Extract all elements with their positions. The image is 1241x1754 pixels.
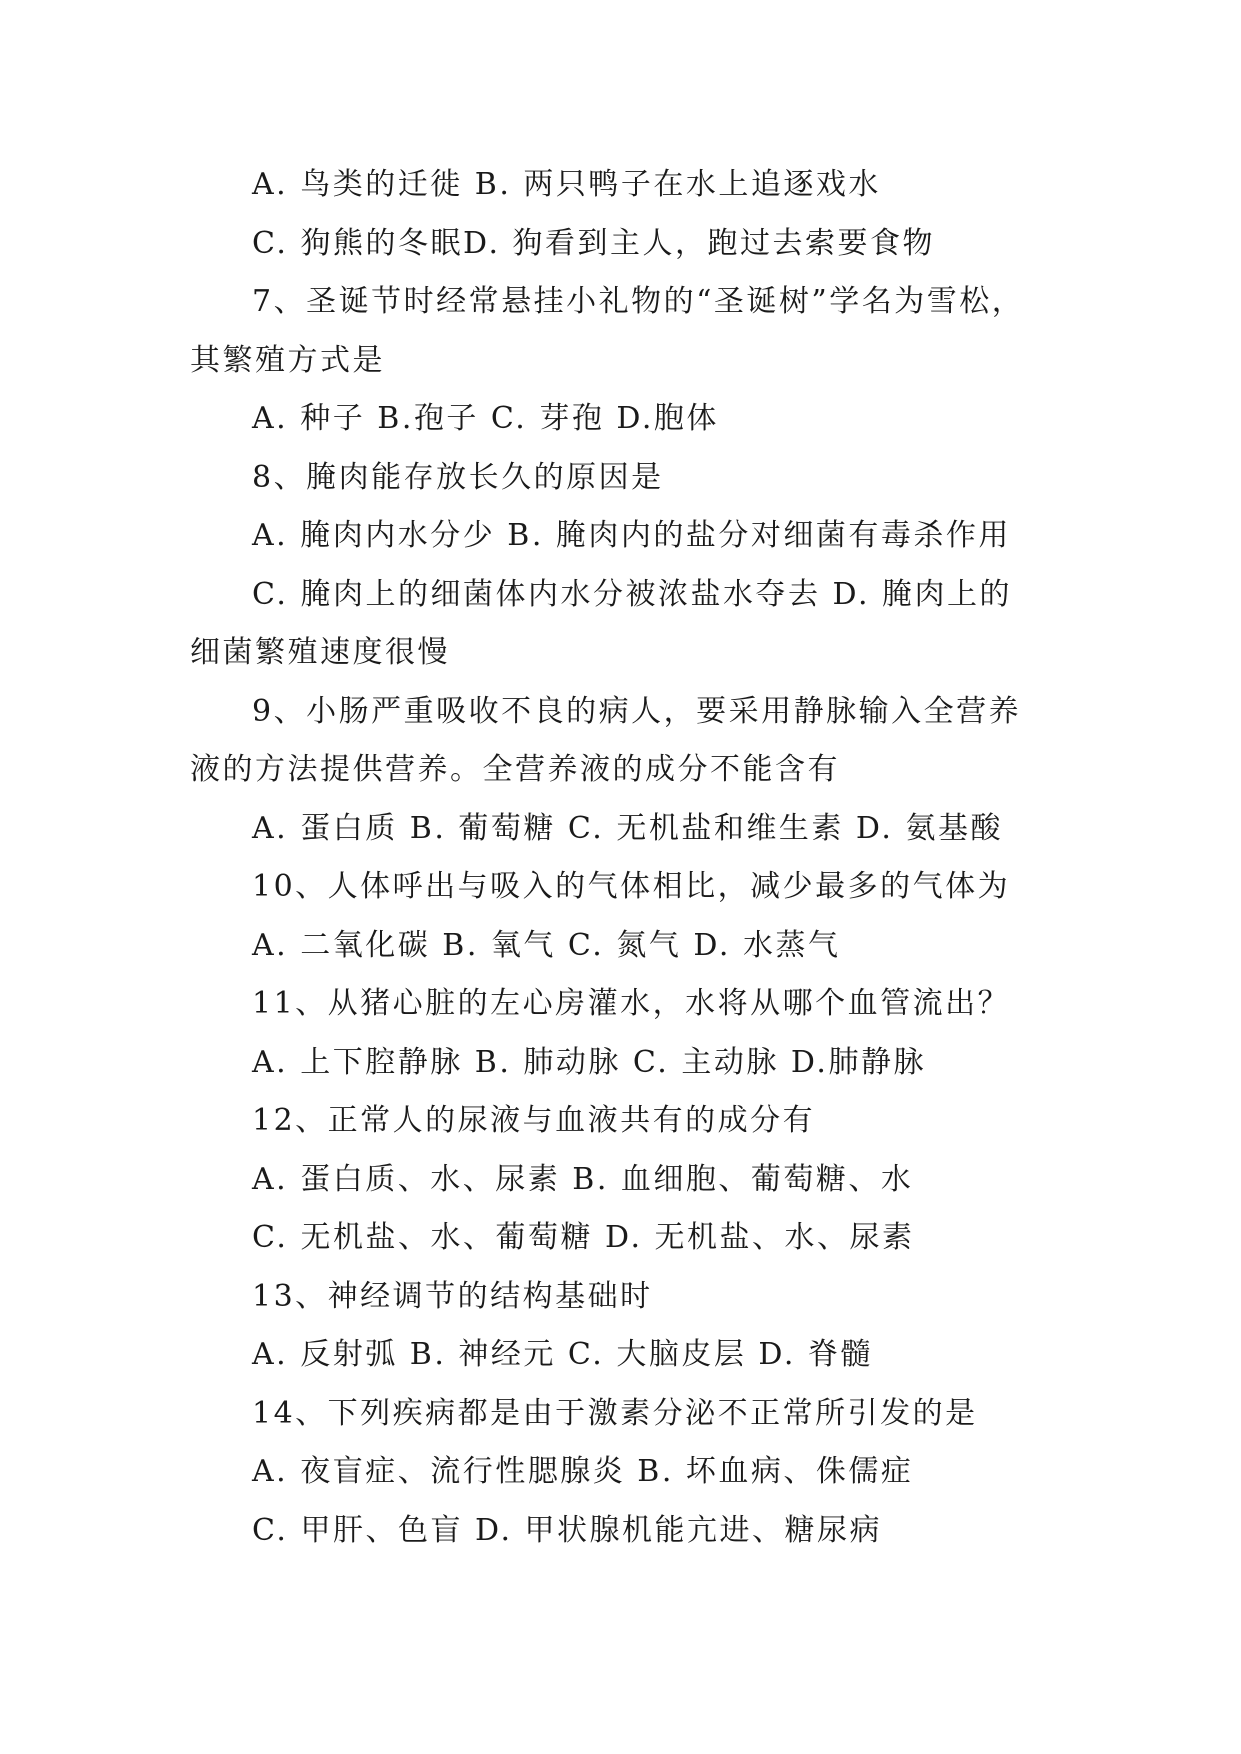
question-line: 14、下列疾病都是由于激素分泌不正常所引发的是 (252, 1395, 978, 1431)
text-line: 细菌繁殖速度很慢 (190, 635, 450, 670)
options-line: A. 上下腔静脉 B. 肺动脉 C. 主动脉 D.肺静脉 (252, 1044, 926, 1080)
options-line: A. 二氧化碳 B. 氧气 C. 氮气 D. 水蒸气 (252, 927, 841, 963)
question-line: 8、腌肉能存放长久的原因是 (252, 459, 664, 495)
text-line: 其繁殖方式是 (190, 342, 385, 378)
question-line: 7、圣诞节时经常悬挂小礼物的“圣诞树”学名为雪松， (252, 284, 1025, 319)
options-line: A. 腌肉内水分少 B. 腌肉内的盐分对细菌有毒杀作用 (252, 518, 1011, 553)
options-line: C. 甲肝、色盲 D. 甲状腺机能亢进、糖尿病 (252, 1512, 883, 1548)
options-line: C. 腌肉上的细菌体内水分被浓盐水夺去 D. 腌肉上的 (252, 576, 1013, 612)
question-line: 12、正常人的尿液与血液共有的成分有 (252, 1103, 816, 1138)
options-line: A. 蛋白质、水、尿素 B. 血细胞、葡萄糖、水 (252, 1161, 914, 1197)
options-line: A. 种子 B.孢子 C. 芽孢 D.胞体 (252, 401, 719, 436)
page-content (190, 156, 1070, 1560)
options-line: C. 无机盐、水、葡萄糖 D. 无机盐、水、尿素 (252, 1220, 915, 1255)
options-line: A. 反射弧 B. 神经元 C. 大脑皮层 D. 脊髓 (252, 1337, 873, 1372)
options-line: A. 蛋白质 B. 葡萄糖 C. 无机盐和维生素 D. 氨基酸 (252, 810, 1003, 846)
text-line: A. 鸟类的迁徙 B. 两只鸭子在水上追逐戏水 (252, 167, 881, 202)
question-line: 11、从猪心脏的左心房灌水，水将从哪个血管流出？ (252, 986, 1011, 1021)
question-line: 13、神经调节的结构基础时 (252, 1278, 653, 1314)
text-line: 液的方法提供营养。全营养液的成分不能含有 (190, 752, 840, 787)
question-line: 10、人体呼出与吸入的气体相比，减少最多的气体为 (252, 869, 1011, 904)
text-line: C. 狗熊的冬眠D. 狗看到主人，跑过去索要食物 (252, 225, 936, 261)
question-line: 9、小肠严重吸收不良的病人，要采用静脉输入全营养 (252, 693, 1022, 729)
options-line: A. 夜盲症、流行性腮腺炎 B. 坏血病、侏儒症 (252, 1454, 914, 1489)
